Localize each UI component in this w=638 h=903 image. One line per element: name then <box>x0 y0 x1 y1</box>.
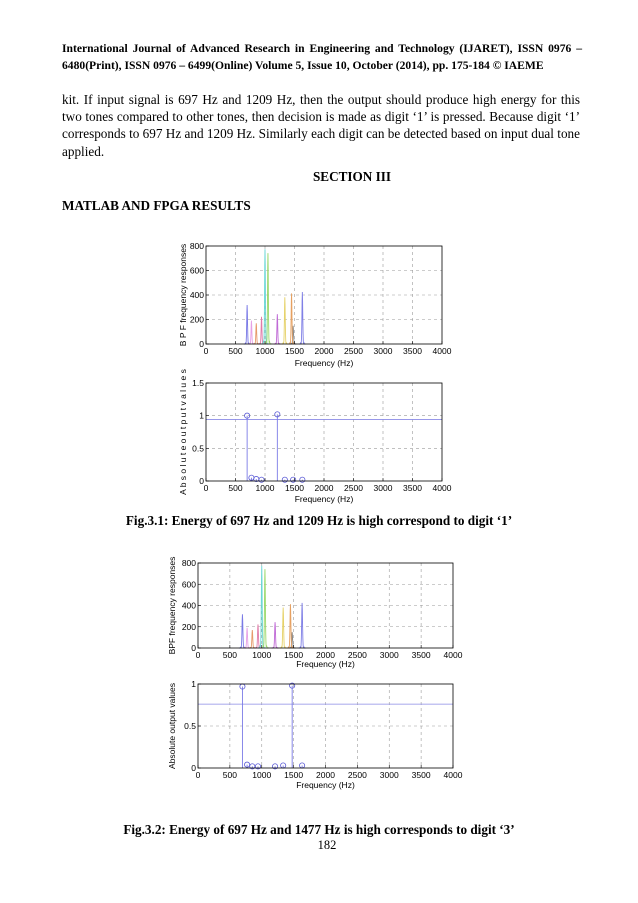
y-axis-label: BPF frequency responses <box>167 556 177 655</box>
x-tick-label: 2500 <box>344 346 363 356</box>
x-tick-label: 1000 <box>255 346 275 356</box>
x-tick-label: 0 <box>195 770 201 780</box>
y-tick-label: 600 <box>189 265 204 276</box>
x-tick-label: 2500 <box>344 483 363 493</box>
x-tick-label: 4000 <box>443 770 463 780</box>
x-tick-label: 3500 <box>403 483 422 493</box>
y-tick-label: 1 <box>199 410 204 421</box>
x-tick-label: 4000 <box>432 483 452 493</box>
fig2-bpf-response-chart <box>167 557 463 669</box>
y-tick-label: 200 <box>189 314 204 325</box>
bpf-response-curve <box>244 628 251 648</box>
y-axis-label: A b s o l u t e o u t p u t v a l u e s <box>178 369 188 495</box>
x-tick-label: 500 <box>222 650 237 660</box>
y-tick-label: 1.5 <box>192 378 204 388</box>
bpf-response-curve <box>272 622 279 648</box>
y-tick-label: 400 <box>189 290 204 300</box>
bpf-response-curve <box>244 305 251 344</box>
y-tick-label: 0 <box>191 643 196 653</box>
x-tick-label: 2000 <box>316 770 335 780</box>
x-tick-label: 0 <box>203 483 209 493</box>
x-tick-label: 2500 <box>347 770 367 780</box>
y-tick-label: 0 <box>199 339 204 349</box>
y-tick-label: 0 <box>191 763 196 773</box>
bpf-response-curve <box>274 314 281 344</box>
y-axis-label: Absolute output values <box>167 682 177 770</box>
y-axis-label: B P F frequency responses <box>178 243 188 347</box>
x-axis-label: Frequency (Hz) <box>294 494 354 504</box>
page-number: 182 <box>317 838 337 852</box>
x-tick-label: 1500 <box>284 770 304 780</box>
bpf-response-curve <box>299 292 306 344</box>
x-tick-label: 3000 <box>379 650 399 660</box>
x-axis-label: Frequency (Hz) <box>296 780 355 790</box>
fig1-bpf-response-chart <box>178 241 452 368</box>
y-tick-label: 1 <box>191 679 196 689</box>
fig1-absolute-output-chart <box>178 369 452 504</box>
bpf-response-curve <box>299 603 306 648</box>
x-tick-label: 4000 <box>443 650 463 660</box>
x-tick-label: 2000 <box>316 650 335 660</box>
x-tick-label: 3000 <box>373 346 393 356</box>
x-tick-label: 1000 <box>255 483 275 493</box>
figure-caption-2: Fig.3.2: Energy of 697 Hz and 1477 Hz is high corresponds to digit ‘3’ <box>123 822 515 837</box>
x-tick-label: 1000 <box>252 770 272 780</box>
x-tick-label: 3000 <box>373 483 393 493</box>
y-tick-label: 800 <box>189 241 204 251</box>
y-tick-label: 200 <box>181 621 196 632</box>
x-tick-label: 0 <box>203 346 209 356</box>
bpf-response-curve <box>248 321 255 344</box>
x-tick-label: 4000 <box>432 346 452 356</box>
subheading: MATLAB AND FPGA RESULTS <box>62 198 251 213</box>
bpf-response-curve <box>253 323 260 344</box>
y-tick-label: 0.5 <box>192 443 204 454</box>
x-axis-label: Frequency (Hz) <box>296 659 355 669</box>
x-tick-label: 2000 <box>314 346 334 356</box>
x-tick-label: 2500 <box>347 650 367 660</box>
y-tick-label: 0 <box>199 476 204 486</box>
fig2-absolute-output-chart <box>167 679 463 790</box>
x-tick-label: 0 <box>195 650 201 660</box>
x-tick-label: 500 <box>228 346 243 356</box>
y-tick-label: 800 <box>181 558 196 568</box>
y-tick-label: 0.5 <box>184 721 196 731</box>
x-tick-label: 2000 <box>314 483 334 493</box>
bpf-response-curve <box>249 630 256 648</box>
bpf-response-curve <box>280 607 287 648</box>
x-tick-label: 3500 <box>411 650 431 660</box>
bpf-response-curve <box>239 614 246 648</box>
x-axis-label: Frequency (Hz) <box>294 358 354 368</box>
section-title: SECTION III <box>312 169 392 184</box>
x-tick-label: 500 <box>228 483 243 493</box>
x-tick-label: 3000 <box>379 770 399 780</box>
x-tick-label: 1000 <box>252 650 272 660</box>
x-tick-label: 1500 <box>284 650 304 660</box>
x-tick-label: 1500 <box>285 346 304 356</box>
bpf-response-curve <box>282 297 289 344</box>
journal-header: International Journal of Advanced Research in Engineering and Technology (IJARET), ISSN 0976 – 6480(Print), ISSN 0976 – 6499(Online) Volume 5, Issue 10, October (2014), pp. 175-184 © IAEME <box>62 42 582 72</box>
figure-caption-1: Fig.3.1: Energy of 697 Hz and 1209 Hz is high correspond to digit ‘1’ <box>125 513 513 528</box>
y-tick-label: 400 <box>181 600 196 611</box>
x-tick-label: 3500 <box>403 346 422 356</box>
body-paragraph: kit. If input signal is 697 Hz and 1209 Hz, then the output should produce high energy for this two tones compared to other tones, then decision is made as digit ‘1’ is pressed. Because digit ‘1’ corresponds to 697 Hz and 1209 Hz. Similarly each digit can be detected based on input dual tone applied. <box>62 92 580 159</box>
x-tick-label: 3500 <box>411 770 431 780</box>
y-tick-label: 600 <box>181 579 196 590</box>
x-tick-label: 500 <box>222 770 237 780</box>
x-tick-label: 1500 <box>285 483 304 493</box>
